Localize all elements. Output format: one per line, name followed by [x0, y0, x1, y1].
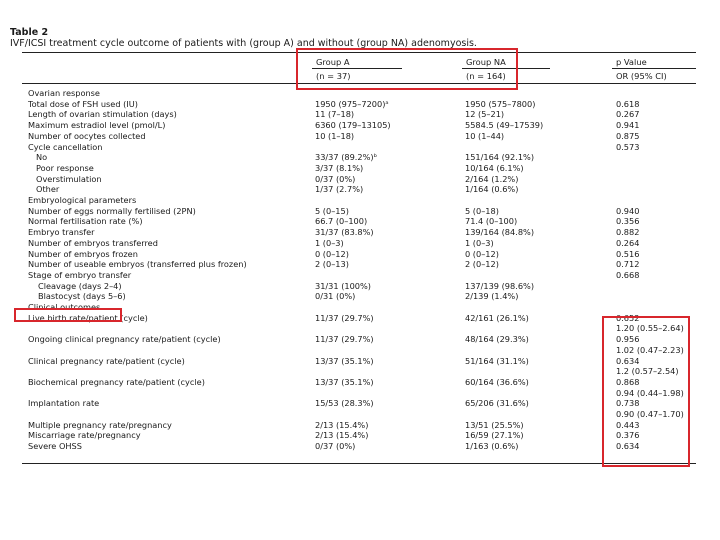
header-group-a: Group A [316, 57, 350, 67]
cell-p-value: 1.2 (0.57–2.54) [616, 366, 679, 377]
cell-group-a: 15/53 (28.3%) [315, 398, 374, 409]
cell-group-a: 13/37 (35.1%) [315, 355, 374, 366]
table-row [0, 291, 720, 302]
row-label: Maximum estradiol level (pmol/L) [28, 120, 166, 131]
cell-group-a: 1 (0–3) [315, 237, 344, 248]
cell-group-na: 51/164 (31.1%) [465, 355, 529, 366]
table-row [0, 206, 720, 217]
row-label: Live birth rate/patient (cycle) [28, 312, 148, 323]
cell-p-value: 0.712 [616, 259, 640, 270]
row-label: Number of eggs normally fertilised (2PN) [28, 205, 196, 216]
cell-p-value: 0.634 [616, 441, 640, 452]
cell-group-na: 12 (5–21) [465, 109, 505, 120]
cell-p-value: 0.668 [616, 269, 640, 280]
row-label: Normal fertilisation rate (%) [28, 216, 143, 227]
cell-p-value: 0.652 [616, 312, 640, 323]
cell-group-a: 2 (0–13) [315, 259, 349, 270]
row-label: Ovarian response [28, 88, 100, 98]
cell-p-value: 0.738 [616, 398, 640, 409]
table-row [0, 142, 720, 153]
row-label: Miscarriage rate/pregnancy [28, 430, 141, 441]
cell-group-a: 11/37 (29.7%) [315, 334, 374, 345]
header-p-value: p Value [616, 57, 647, 67]
row-label: Implantation rate [28, 398, 100, 409]
cell-group-na: 13/51 (25.5%) [465, 419, 524, 430]
table-row [0, 163, 720, 174]
table-row [0, 99, 720, 110]
header-rule-p [612, 68, 696, 69]
cell-group-a: 0/31 (0%) [315, 291, 356, 302]
table-row [0, 184, 720, 195]
cell-group-na: 2/164 (1.2%) [465, 173, 519, 184]
cell-p-value: 1.20 (0.55–2.64) [616, 323, 684, 334]
row-label: Number of useable embryos (transferred plus frozen) [28, 259, 247, 270]
cell-group-na: 10/164 (6.1%) [465, 162, 524, 173]
cell-group-a: 6360 (179–13105) [315, 120, 391, 131]
row-label: Length of ovarian stimulation (days) [28, 109, 177, 120]
cell-group-a: 11 (7–18) [315, 109, 355, 120]
cell-group-na: 16/59 (27.1%) [465, 430, 524, 441]
row-label: Other [36, 184, 60, 195]
cell-group-na: 1/163 (0.6%) [465, 441, 519, 452]
cell-group-na: 65/206 (31.6%) [465, 398, 529, 409]
header-group-a-n: (n = 37) [316, 71, 351, 81]
table-row [0, 131, 720, 142]
cell-p-value: 0.618 [616, 98, 640, 109]
row-label: Clinical pregnancy rate/patient (cycle) [28, 355, 185, 366]
cell-p-value: 0.940 [616, 205, 640, 216]
cell-p-value: 0.376 [616, 430, 640, 441]
row-label: Embryo transfer [28, 227, 95, 238]
cell-p-value: 0.573 [616, 141, 640, 152]
row-label: Cleavage (days 2–4) [38, 280, 122, 291]
cell-group-a: 11/37 (29.7%) [315, 312, 374, 323]
highlight-box-clinical-outcomes [14, 308, 122, 322]
table-row [0, 249, 720, 260]
highlight-box-group-headers [296, 48, 518, 90]
cell-p-value: 0.941 [616, 120, 640, 131]
row-label: Overstimulation [36, 173, 102, 184]
highlight-box-p-values [602, 316, 690, 467]
cell-group-na: 5 (0–18) [465, 205, 499, 216]
header-or: OR (95% CI) [616, 71, 667, 81]
table-row [0, 152, 720, 163]
row-label: Embryological parameters [28, 195, 137, 205]
row-label: Multiple pregnancy rate/pregnancy [28, 419, 172, 430]
cell-group-a: 5 (0–15) [315, 205, 349, 216]
row-label: Clinical outcomes [28, 302, 101, 312]
row-label: Number of embryos frozen [28, 248, 138, 259]
cell-p-value: 0.516 [616, 248, 640, 259]
cell-p-value: 0.875 [616, 130, 640, 141]
table-row [0, 281, 720, 292]
row-label: Poor response [36, 162, 94, 173]
cell-group-a: 1/37 (2.7%) [315, 184, 364, 195]
cell-group-a: 33/37 (89.2%)ᵇ [315, 152, 378, 163]
table-row [0, 238, 720, 249]
row-label: Ongoing clinical pregnancy rate/patient (cycle) [28, 334, 221, 345]
row-label: Severe OHSS [28, 441, 82, 452]
cell-group-na: 60/164 (36.6%) [465, 376, 529, 387]
cell-group-a: 3/37 (8.1%) [315, 162, 364, 173]
table-caption-title: Table 2 [10, 27, 49, 38]
table-bottom-rule [22, 463, 696, 464]
cell-p-value: 0.956 [616, 334, 640, 345]
cell-p-value: 0.882 [616, 227, 640, 238]
row-label: Total dose of FSH used (IU) [28, 98, 138, 109]
cell-group-na: 48/164 (29.3%) [465, 334, 529, 345]
table-row [0, 216, 720, 227]
row-label: Biochemical pregnancy rate/patient (cycle) [28, 376, 205, 387]
cell-p-value: 0.264 [616, 237, 640, 248]
cell-group-a: 1950 (975–7200)ᵃ [315, 98, 389, 109]
cell-group-a: 31/31 (100%) [315, 280, 371, 291]
table-row [0, 195, 720, 206]
cell-group-na: 71.4 (0–100) [465, 216, 518, 227]
table-row [0, 174, 720, 185]
cell-group-na: 10 (1–44) [465, 130, 505, 141]
table-row [0, 259, 720, 270]
cell-group-a: 31/37 (83.8%) [315, 227, 374, 238]
row-label: Number of oocytes collected [28, 130, 146, 141]
cell-group-a: 13/37 (35.1%) [315, 376, 374, 387]
cell-group-na: 137/139 (98.6%) [465, 280, 535, 291]
cell-group-na: 1/164 (0.6%) [465, 184, 519, 195]
header-group-na: Group NA [466, 57, 506, 67]
row-label: Cycle cancellation [28, 141, 103, 152]
row-label: No [36, 152, 48, 163]
cell-group-na: 2/139 (1.4%) [465, 291, 519, 302]
cell-group-na: 5584.5 (49–17539) [465, 120, 544, 131]
table-row [0, 270, 720, 281]
table-row [0, 109, 720, 120]
table-row [0, 227, 720, 238]
cell-group-a: 0 (0–12) [315, 248, 349, 259]
cell-p-value: 0.634 [616, 355, 640, 366]
cell-group-na: 0 (0–12) [465, 248, 499, 259]
cell-group-na: 1 (0–3) [465, 237, 494, 248]
cell-p-value: 0.868 [616, 376, 640, 387]
row-label: Blastocyst (days 5–6) [38, 291, 126, 302]
row-label: Number of embryos transferred [28, 237, 158, 248]
table-row [0, 120, 720, 131]
table-caption-subtitle: IVF/ICSI treatment cycle outcome of patients with (group A) and without (group NA) adenomyosis. [10, 38, 477, 49]
cell-group-a: 2/13 (15.4%) [315, 419, 369, 430]
cell-group-a: 0/37 (0%) [315, 441, 356, 452]
cell-group-na: 2 (0–12) [465, 259, 499, 270]
cell-group-a: 2/13 (15.4%) [315, 430, 369, 441]
cell-group-a: 66.7 (0–100) [315, 216, 368, 227]
cell-group-a: 0/37 (0%) [315, 173, 356, 184]
cell-p-value: 0.94 (0.44–1.98) [616, 387, 684, 398]
cell-p-value: 0.443 [616, 419, 640, 430]
cell-group-na: 42/161 (26.1%) [465, 312, 529, 323]
header-group-na-n: (n = 164) [466, 71, 506, 81]
cell-group-na: 151/164 (92.1%) [465, 152, 535, 163]
row-label: Stage of embryo transfer [28, 269, 132, 280]
cell-p-value: 0.356 [616, 216, 640, 227]
cell-p-value: 0.267 [616, 109, 640, 120]
cell-p-value: 0.90 (0.47–1.70) [616, 409, 684, 419]
cell-p-value: 1.02 (0.47–2.23) [616, 344, 684, 355]
cell-group-na: 139/164 (84.8%) [465, 227, 535, 238]
cell-group-a: 10 (1–18) [315, 130, 355, 141]
cell-group-na: 1950 (575–7800) [465, 98, 536, 109]
